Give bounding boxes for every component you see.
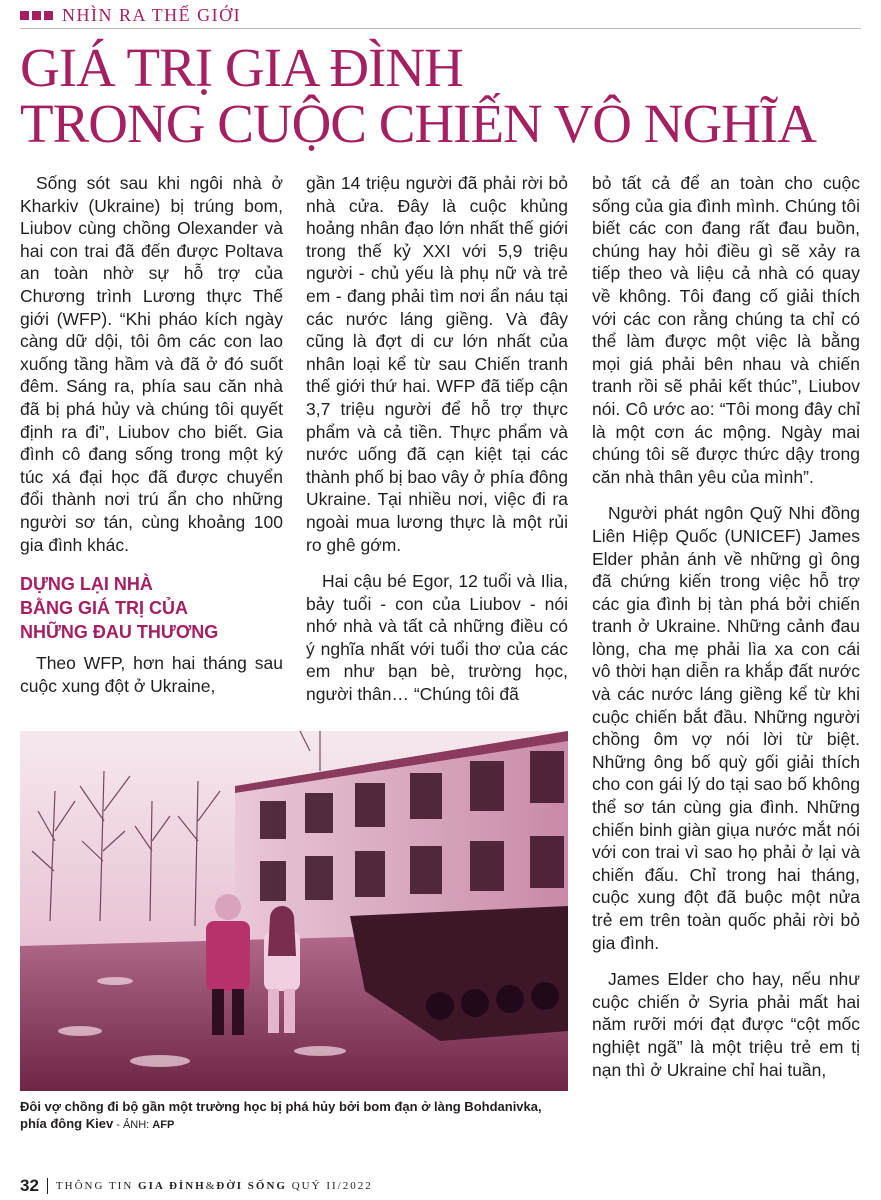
headline-line-1: GIÁ TRỊ GIA ĐÌNH (20, 37, 463, 98)
text-column-3 (592, 172, 860, 1081)
caption-text: Đôi vợ chồng đi bộ gần một trường học bị phá hủy bởi bom đạn ở làng Bohdanivka, (20, 1099, 542, 1114)
paragraph: Hai cậu bé Egor, 12 tuổi và Ilia, bảy tuổi - con của Liubov - nói nhớ nhà và tất cả những điều có ý nghĩa nhất với tuổi thơ của các em như bạn bè, trường học, người thân… “Chúng tôi đã (306, 571, 568, 705)
text-column-1 (20, 172, 283, 697)
kicker-divider (20, 28, 861, 29)
kicker-square-icon (44, 11, 53, 20)
paragraph: James Elder cho hay, nếu như cuộc chiến ở Syria phải mất hai năm rưỡi mới đạt được “cột mốc nghiệt ngã” là một triệu trẻ em tị nạn thì ở Ukraine chỉ hai tuần, (592, 969, 860, 1080)
pub-part: ĐỜI SỐNG (216, 1180, 287, 1192)
credit-prefix: - ẢNH: (113, 1119, 153, 1131)
kicker-square-icon (32, 11, 41, 20)
caption-text: phía đông Kiev (20, 1116, 114, 1131)
pub-part: & (205, 1180, 217, 1192)
subheading (20, 572, 283, 644)
page-number: 32 (20, 1176, 39, 1195)
article-headline (20, 37, 870, 154)
subheading-line: DỰNG LẠI NHÀ (20, 574, 153, 595)
photo-credit (113, 1119, 174, 1131)
paragraph-continued: bỏ tất cả để an toàn cho cuộc sống của gia đình mình. Chúng tôi biết các con đang rất đau buồn, chúng hay hỏi điều gì sẽ xảy ra tiếp theo và liệu cả nhà có quay về không. Tôi đang cố giải thích với các con rằng chúng ta chỉ có thể làm được một việc là bằng mọi giá phải bên nhau và chiến tranh rồi sẽ phải kết thúc”, Liubov nói. Cô ước ao: “Tôi mong đây chỉ là một cơn ác mộng. Ngày mai chúng tôi sẽ được thức dậy trong căn nhà thân yêu của mình”. (592, 173, 860, 487)
section-label: NHÌN RA THẾ GIỚI (62, 4, 242, 25)
section-kicker (20, 4, 241, 26)
paragraph: Người phát ngôn Quỹ Nhi đồng Liên Hiệp Quốc (UNICEF) James Elder phản ánh về những gì ông đã chứng kiến trong việc hỗ trợ các gia đình bị tàn phá bởi chiến tranh ở Ukraine. Những cảnh đau lòng, cha mẹ phải lìa xa con cái vô thời hạn diễn ra khắp đất nước và các nước láng giềng kể từ khi cuộc chiến bắt đầu. Những người chồng ôm vợ nói lời từ biệt. Những ông bố quỳ gối giải thích cho con gái lý do tại sao bố không thể sơ tán cùng gia đình. Những chiến binh giàn giụa nước mắt nói với con trai vì sao họ phải ở lại và chiến đấu. Chỉ trong hai tháng, cuộc xung đột đã buộc một nửa trẻ em trên toàn quốc phải rời bỏ gia đình. (592, 503, 860, 953)
publication-name (56, 1180, 373, 1192)
kicker-square-icon (20, 11, 29, 20)
pub-part: QUÝ II/2022 (286, 1180, 373, 1192)
photo-illustration (20, 731, 568, 1091)
subheading-line: NHỮNG ĐAU THƯƠNG (20, 622, 219, 643)
headline-line-2: TRONG CUỘC CHIẾN VÔ NGHĨA (20, 93, 816, 154)
subheading-line: BẰNG GIÁ TRỊ CỦA (20, 598, 188, 619)
photo-caption (20, 1098, 568, 1134)
pub-part: THÔNG TIN (55, 1180, 139, 1192)
article-photo (20, 731, 568, 1091)
pub-part: GIA ĐÌNH (138, 1180, 206, 1192)
paragraph-continued: gần 14 triệu người đã phải rời bỏ nhà cửa. Đây là cuộc khủng hoảng nhân đạo lớn nhất thế giới trong thế kỷ XXI với 5,9 triệu người - chủ yếu là phụ nữ và trẻ em - đang phải tìm nơi ẩn náu tại các nước láng giềng. Và đây cũng là đợt di cư lớn nhất của nhân loại kể từ sau Chiến tranh thế giới thứ hai. WFP đã tiếp cận 3,7 triệu người để hỗ trợ thực phẩm và cả tiền. Thực phẩm và nước uống đã cạn kiệt tại các thành phố bị bao vây ở phía đông Ukraine. Tại nhiều nơi, việc đi ra ngoài mua lương thực là một rủi ro ghê gớm. (306, 173, 568, 555)
credit-name: AFP (152, 1119, 175, 1131)
text-column-2 (306, 172, 568, 706)
paragraph: Sống sót sau khi ngôi nhà ở Kharkiv (Ukraine) bị trúng bom, Liubov cùng chồng Olexander và hai con trai đã đến được Poltava an toàn nhờ sự hỗ trợ của Chương trình Lương thực Thế giới (WFP). “Khi pháo kích ngày càng dữ dội, tôi ôm các con lao xuống tầng hầm và đã ở đó suốt đêm. Sáng ra, phía sau căn nhà đã bị phá hủy và chúng tôi quyết định ra đi”, Liubov cho biết. Gia đình cô đang sống trong một ký túc xá đại học đã được chuyển đổi thành nơi trú ẩn cho những người sơ tán, cùng khoảng 100 gia đình khác. (20, 173, 283, 555)
page-footer (20, 1176, 373, 1196)
footer-divider (47, 1178, 48, 1194)
paragraph: Theo WFP, hơn hai tháng sau cuộc xung đột ở Ukraine, (20, 653, 283, 696)
